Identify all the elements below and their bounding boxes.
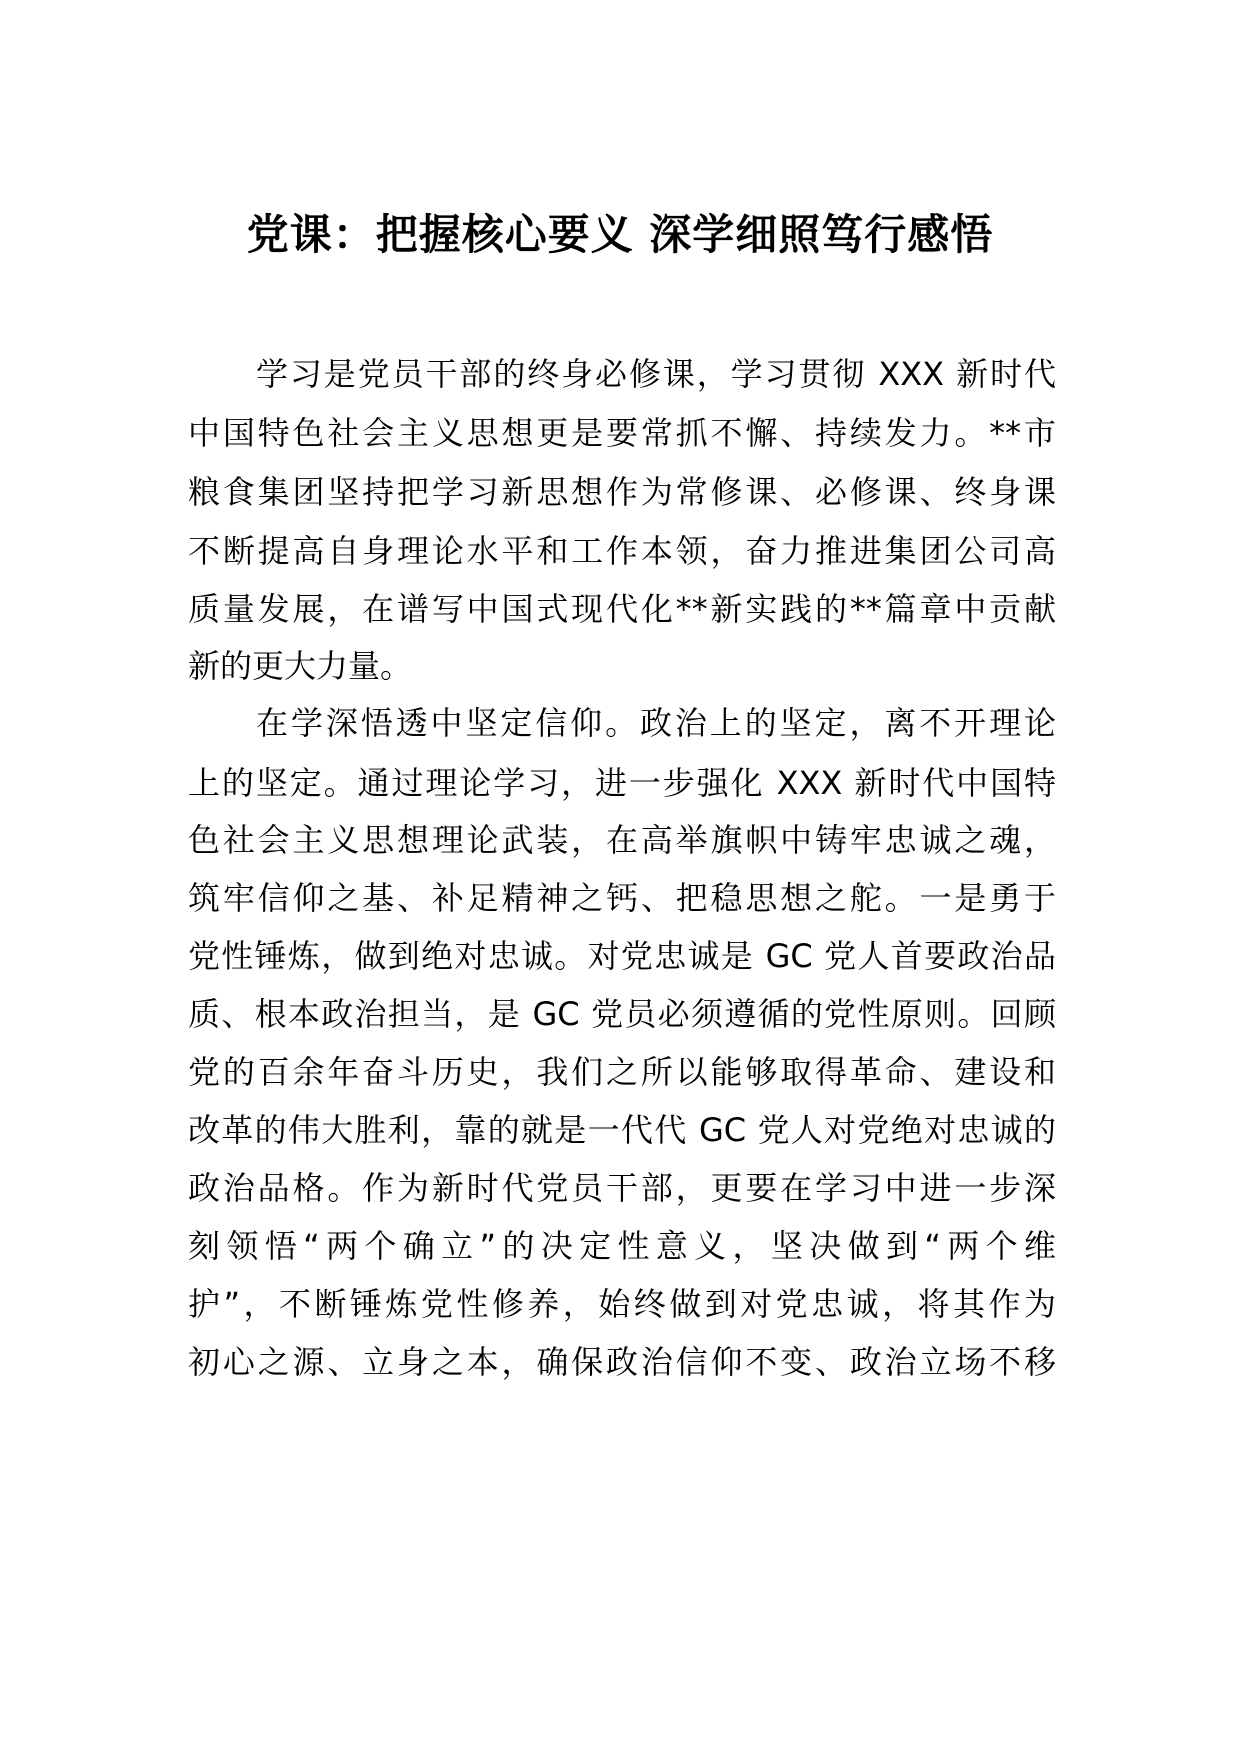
page-title: 党课：把握核心要义 深学细照笃行感悟 (246, 210, 994, 259)
paragraph-line: 质量发展，在谱写中国式现代化**新实践的**篇章中贡献 (188, 590, 1056, 628)
paragraph-line: 不断提高自身理论水平和工作本领，奋力推进集团公司高 (188, 532, 1056, 570)
paragraph-line: 护”，不断锤炼党性修养，始终做到对党忠诚，将其作为 (188, 1285, 1056, 1323)
paragraph-line: 筑牢信仰之基、补足精神之钙、把稳思想之舵。一是勇于 (188, 879, 1056, 917)
paragraph-line: 学习是党员干部的终身必修课，学习贯彻 XXX 新时代 (256, 355, 1056, 393)
paragraph-line: 刻领悟“两个确立”的决定性意义，坚决做到“两个维 (188, 1227, 1056, 1265)
paragraph-line: 质、根本政治担当，是 GC 党员必须遵循的党性原则。回顾 (188, 995, 1056, 1033)
paragraph-line: 新的更大力量。 (188, 647, 413, 685)
paragraph-line: 粮食集团坚持把学习新思想作为常修课、必修课、终身课 (188, 473, 1056, 511)
paragraph-line: 改革的伟大胜利，靠的就是一代代 GC 党人对党绝对忠诚的 (188, 1111, 1056, 1149)
paragraph-line: 政治品格。作为新时代党员干部，更要在学习中进一步深 (188, 1169, 1056, 1207)
paragraph-line: 初心之源、立身之本，确保政治信仰不变、政治立场不移 (188, 1343, 1056, 1381)
paragraph-line: 上的坚定。通过理论学习，进一步强化 XXX 新时代中国特 (188, 764, 1056, 802)
paragraph-line: 色社会主义思想理论武装，在高举旗帜中铸牢忠诚之魂， (188, 821, 1056, 859)
paragraph-line: 党性锤炼，做到绝对忠诚。对党忠诚是 GC 党人首要政治品 (188, 937, 1056, 975)
paragraph-line: 在学深悟透中坚定信仰。政治上的坚定，离不开理论 (256, 704, 1056, 742)
paragraph-line: 党的百余年奋斗历史，我们之所以能够取得革命、建设和 (188, 1053, 1056, 1091)
paragraph-line: 中国特色社会主义思想更是要常抓不懈、持续发力。**市 (188, 414, 1056, 452)
